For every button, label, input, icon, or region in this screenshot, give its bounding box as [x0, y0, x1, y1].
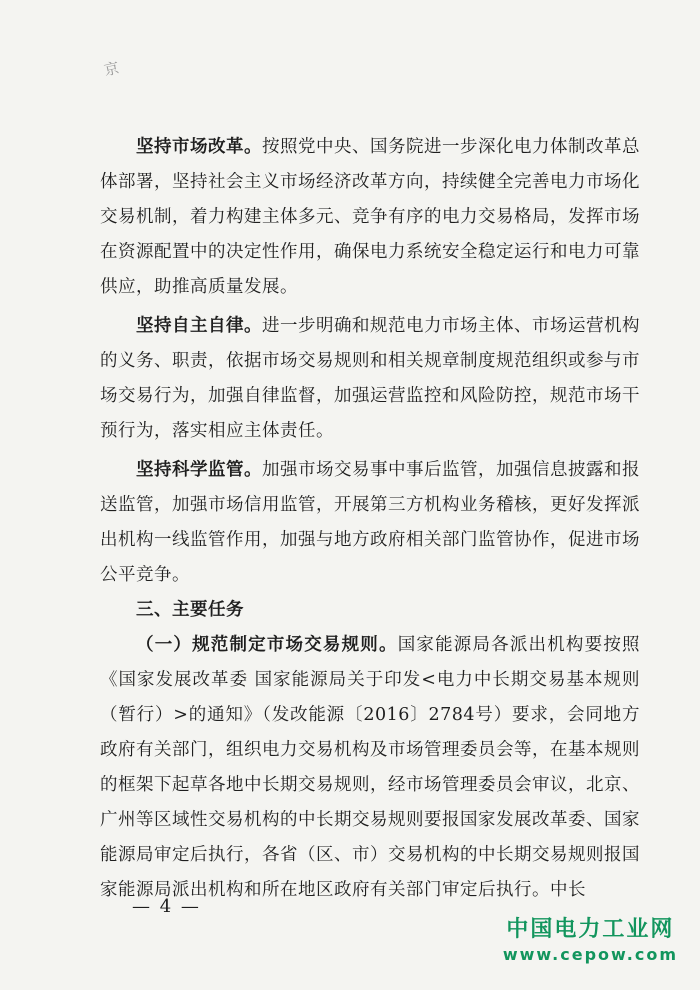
- watermark-logo: [503, 916, 678, 966]
- brand-url: www.cepow.com: [502, 945, 678, 964]
- paragraph-lead: 坚持市场改革。: [136, 137, 262, 157]
- paragraph-body: 加强市场交易事中事后监管，加强信息披露和报送监管，加强市场信用监管，开展第三方机构业务稽核，更好发挥派出机构一线监管作用，加强与地方政府相关部门监管协作，促进市场公平竞争。: [100, 460, 640, 585]
- page-number: — 4 —: [132, 896, 201, 917]
- section-heading: 三、主要任务: [136, 600, 244, 620]
- paragraph-body: 按照党中央、国务院进一步深化电力体制改革总体部署，坚持社会主义市场经济改革方向，持续健全完善电力市场化交易机制，着力构建主体多元、竞争有序的电力交易格局，发挥市场在资源配置中的决定性作用，确保电力系统安全稳定运行和电力可靠供应，助推高质量发展。: [100, 137, 640, 297]
- paragraph-market-reform: [100, 130, 640, 305]
- paragraph-lead: （一）规范制定市场交易规则。: [136, 635, 398, 655]
- paragraph-lead: 坚持科学监管。: [136, 460, 262, 480]
- paragraph-scientific-supervision: [100, 453, 640, 593]
- paragraph-self-discipline: [100, 309, 640, 449]
- body-text: [100, 130, 640, 908]
- scan-mark: 京: [102, 58, 121, 80]
- paragraph-task-1: [100, 628, 640, 908]
- paragraph-body: 进一步明确和规范电力市场主体、市场运营机构的义务、职责，依据市场交易规则和相关规章制度规范组织或参与市场交易行为，加强自律监督，加强运营监控和风险防控，规范市场干预行为，落实相应主体责任。: [100, 316, 640, 441]
- paragraph-body: 国家能源局各派出机构要按照《国家发展改革委 国家能源局关于印发<电力中长期交易基本规则（暂行）>的通知》（发改能源〔2016〕2784号）要求，会同地方政府有关部门，组织电力交易机构及市场管理委员会等，在基本规则的框架下起草各地中长期交易规则，经市场管理委员会审议，北京、广州等区域性交易机构的中长期交易规则要报国家发展改革委、国家能源局审定后执行，各省（区、市）交易机构的中长期交易规则报国家能源局派出机构和所在地区政府有关部门审定后执行。中长: [100, 635, 641, 900]
- paragraph-lead: 坚持自主自律。: [136, 316, 262, 336]
- brand-name: 中国电力工业网: [506, 917, 675, 942]
